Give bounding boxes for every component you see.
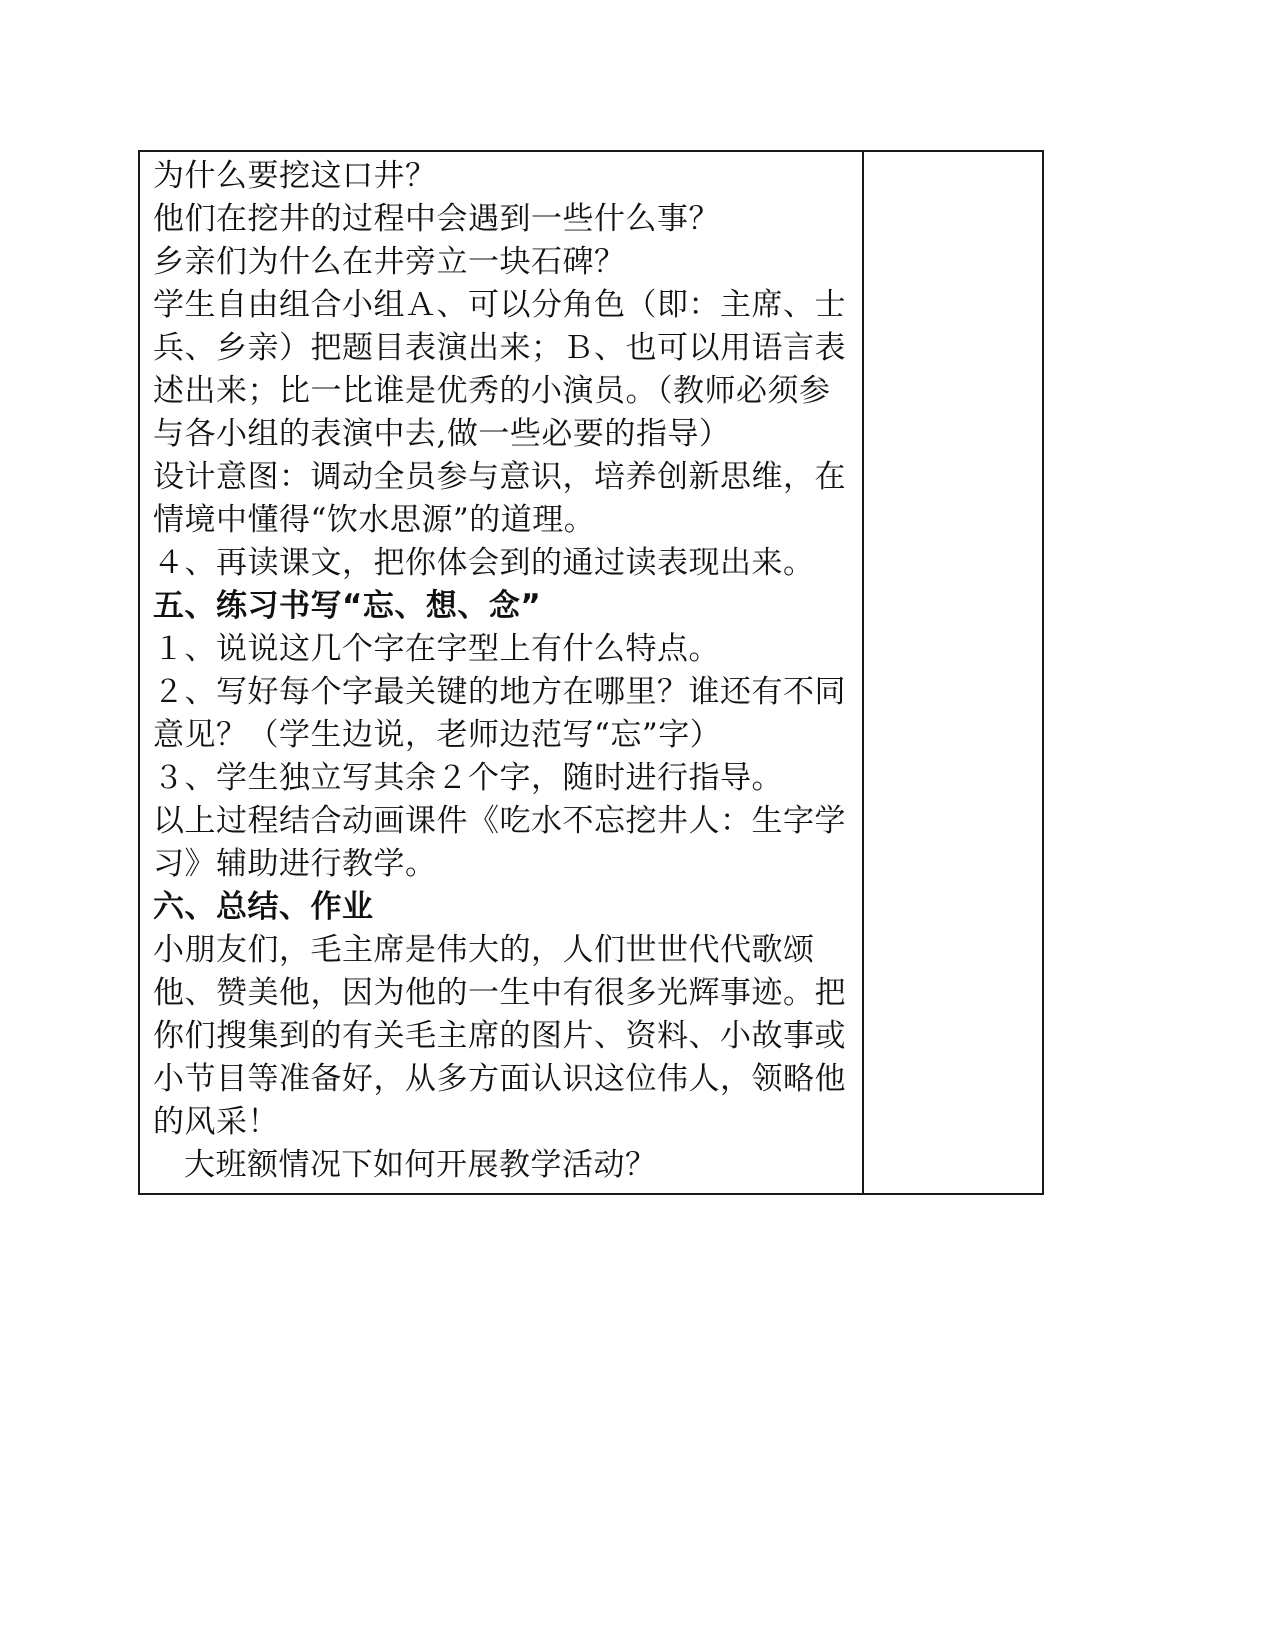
notes-cell xyxy=(863,151,1043,1194)
step-4-line: ４、再读课文，把你体会到的通过读表现出来。 xyxy=(153,545,815,581)
lesson-plan-table xyxy=(138,150,1044,1195)
courseware-note: 以上过程结合动画课件《吃水不忘挖井人：生字学习》辅助进行教学。 xyxy=(153,803,846,882)
large-class-question: 大班额情况下如何开展教学活动？ xyxy=(184,1147,657,1183)
summary-paragraph: 小朋友们，毛主席是伟大的，人们世世代代歌颂他、赞美他，因为他的一生中有很多光辉事迹。把你们搜集到的有关毛主席的图片、资料、小故事或小节目等准备好，从多方面认识这位伟人，领略他的风采！ xyxy=(153,932,846,1140)
writing-step-1: １、说说这几个字在字型上有什么特点。 xyxy=(153,631,720,667)
question-line-3: 乡亲们为什么在井旁立一块石碑？ xyxy=(153,244,626,280)
section-5-heading: 五、练习书写“忘、想、念” xyxy=(153,588,542,624)
design-intent-paragraph: 设计意图：调动全员参与意识，培养创新思维，在情境中懂得“饮水思源”的道理。 xyxy=(153,459,846,538)
question-line-2: 他们在挖井的过程中会遇到一些什么事？ xyxy=(153,201,720,237)
section-6-heading: 六、总结、作业 xyxy=(153,889,374,925)
lesson-text-block xyxy=(140,152,862,1187)
table-row xyxy=(139,151,1043,1194)
group-activity-paragraph: 学生自由组合小组Ａ、可以分角色（即：主席、士兵、乡亲）把题目表演出来；Ｂ、也可以用语言表述出来；比一比谁是优秀的小演员。（教师必须参与各小组的表演中去,做一些必要的指导） xyxy=(153,287,846,452)
lesson-content-cell xyxy=(139,151,863,1194)
question-line-1: 为什么要挖这口井？ xyxy=(153,158,437,194)
writing-step-2: ２、写好每个字最关键的地方在哪里？谁还有不同意见？（学生边说，老师边范写“忘”字） xyxy=(153,674,846,753)
writing-step-3: ３、学生独立写其余２个字，随时进行指导。 xyxy=(153,760,783,796)
